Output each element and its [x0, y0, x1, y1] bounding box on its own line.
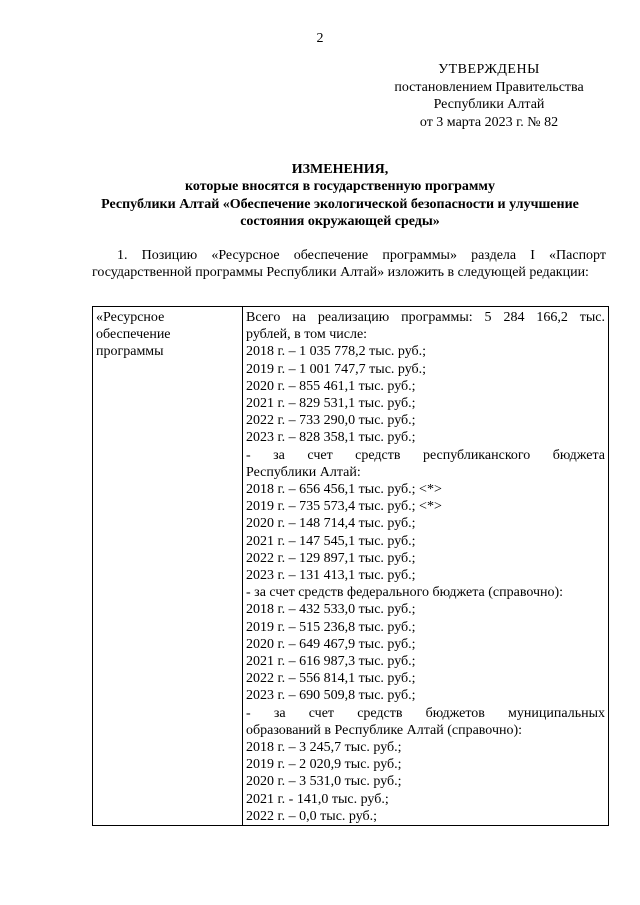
approval-line: от 3 марта 2023 г. № 82 — [419, 114, 559, 130]
value-line: Всего на реализацию программы: 5 284 166,2 тыс. — [246, 310, 605, 325]
value-line: 2019 г. – 515 236,8 тыс. руб.; — [246, 619, 416, 635]
value-line: 2019 г. – 735 573,4 тыс. руб.; <*> — [246, 499, 442, 515]
resource-table — [92, 306, 609, 826]
approval-heading: УТВЕРЖДЕНЫ — [438, 62, 540, 77]
document-title — [80, 161, 600, 231]
value-line: 2023 г. – 690 509,8 тыс. руб.; — [246, 688, 416, 704]
value-line: 2022 г. – 556 814,1 тыс. руб.; — [246, 671, 416, 687]
value-line: 2021 г. – 147 545,1 тыс. руб.; — [246, 533, 416, 549]
value-line: - за счет средств республиканского бюджета — [246, 447, 605, 463]
value-line: 2018 г. – 432 533,0 тыс. руб.; — [246, 602, 416, 618]
intro-text: 1. Позицию «Ресурсное обеспечение программы» раздела I «Паспорт государственной программы Республики Алтай» изложить в следующей редакции: — [92, 248, 606, 281]
value-line: 2021 г. - 141,0 тыс. руб.; — [246, 791, 389, 807]
value-line: 2023 г. – 828 358,1 тыс. руб.; — [246, 430, 416, 446]
value-line: 2019 г. – 2 020,9 тыс. руб.; — [246, 757, 402, 773]
value-line: 2019 г. – 1 001 747,7 тыс. руб.; — [246, 361, 427, 377]
value-line: 2022 г. – 129 897,1 тыс. руб.; — [246, 550, 416, 566]
value-line: рублей, в том числе: — [246, 327, 368, 343]
intro-paragraph — [92, 247, 606, 281]
value-line: 2021 г. – 829 531,1 тыс. руб.; — [246, 396, 416, 412]
value-line: 2022 г. – 0,0 тыс. руб.; — [246, 808, 378, 824]
value-line: 2020 г. – 855 461,1 тыс. руб.; — [246, 378, 416, 394]
value-cell — [243, 307, 609, 826]
approval-block — [376, 61, 602, 131]
title-line: которые вносятся в государственную программу — [185, 179, 495, 195]
label-line: обеспечение — [96, 327, 171, 343]
table-row — [93, 307, 609, 826]
value-line: 2018 г. – 656 456,1 тыс. руб.; <*> — [246, 482, 442, 498]
value-line: 2020 г. – 649 467,9 тыс. руб.; — [246, 636, 416, 652]
title-line: Республики Алтай «Обеспечение экологической безопасности и улучшение — [101, 196, 579, 212]
value-line: 2023 г. – 131 413,1 тыс. руб.; — [246, 568, 416, 584]
title-line: состояния окружающей среды» — [240, 214, 440, 230]
label-line: программы — [96, 344, 164, 360]
title-line: ИЗМЕНЕНИЯ, — [291, 162, 389, 177]
value-line: - за счет средств бюджетов муниципальных — [246, 705, 605, 721]
approval-line: постановлением Правительства — [394, 79, 584, 95]
label-line: «Ресурсное — [96, 310, 165, 325]
approval-line: Республики Алтай — [433, 97, 545, 112]
value-line: 2020 г. – 148 714,4 тыс. руб.; — [246, 516, 416, 532]
value-line: - за счет средств федерального бюджета (справочно): — [246, 585, 564, 601]
value-line: образований в Республике Алтай (справочно): — [246, 722, 523, 738]
value-line: 2022 г. – 733 290,0 тыс. руб.; — [246, 413, 416, 429]
value-line: 2018 г. – 1 035 778,2 тыс. руб.; — [246, 344, 427, 360]
value-line: 2018 г. – 3 245,7 тыс. руб.; — [246, 740, 402, 756]
page-number: 2 — [316, 31, 324, 46]
value-line: 2021 г. – 616 987,3 тыс. руб.; — [246, 654, 416, 670]
value-line: 2020 г. – 3 531,0 тыс. руб.; — [246, 774, 402, 790]
value-line: Республики Алтай: — [246, 464, 361, 480]
label-cell — [93, 307, 243, 826]
